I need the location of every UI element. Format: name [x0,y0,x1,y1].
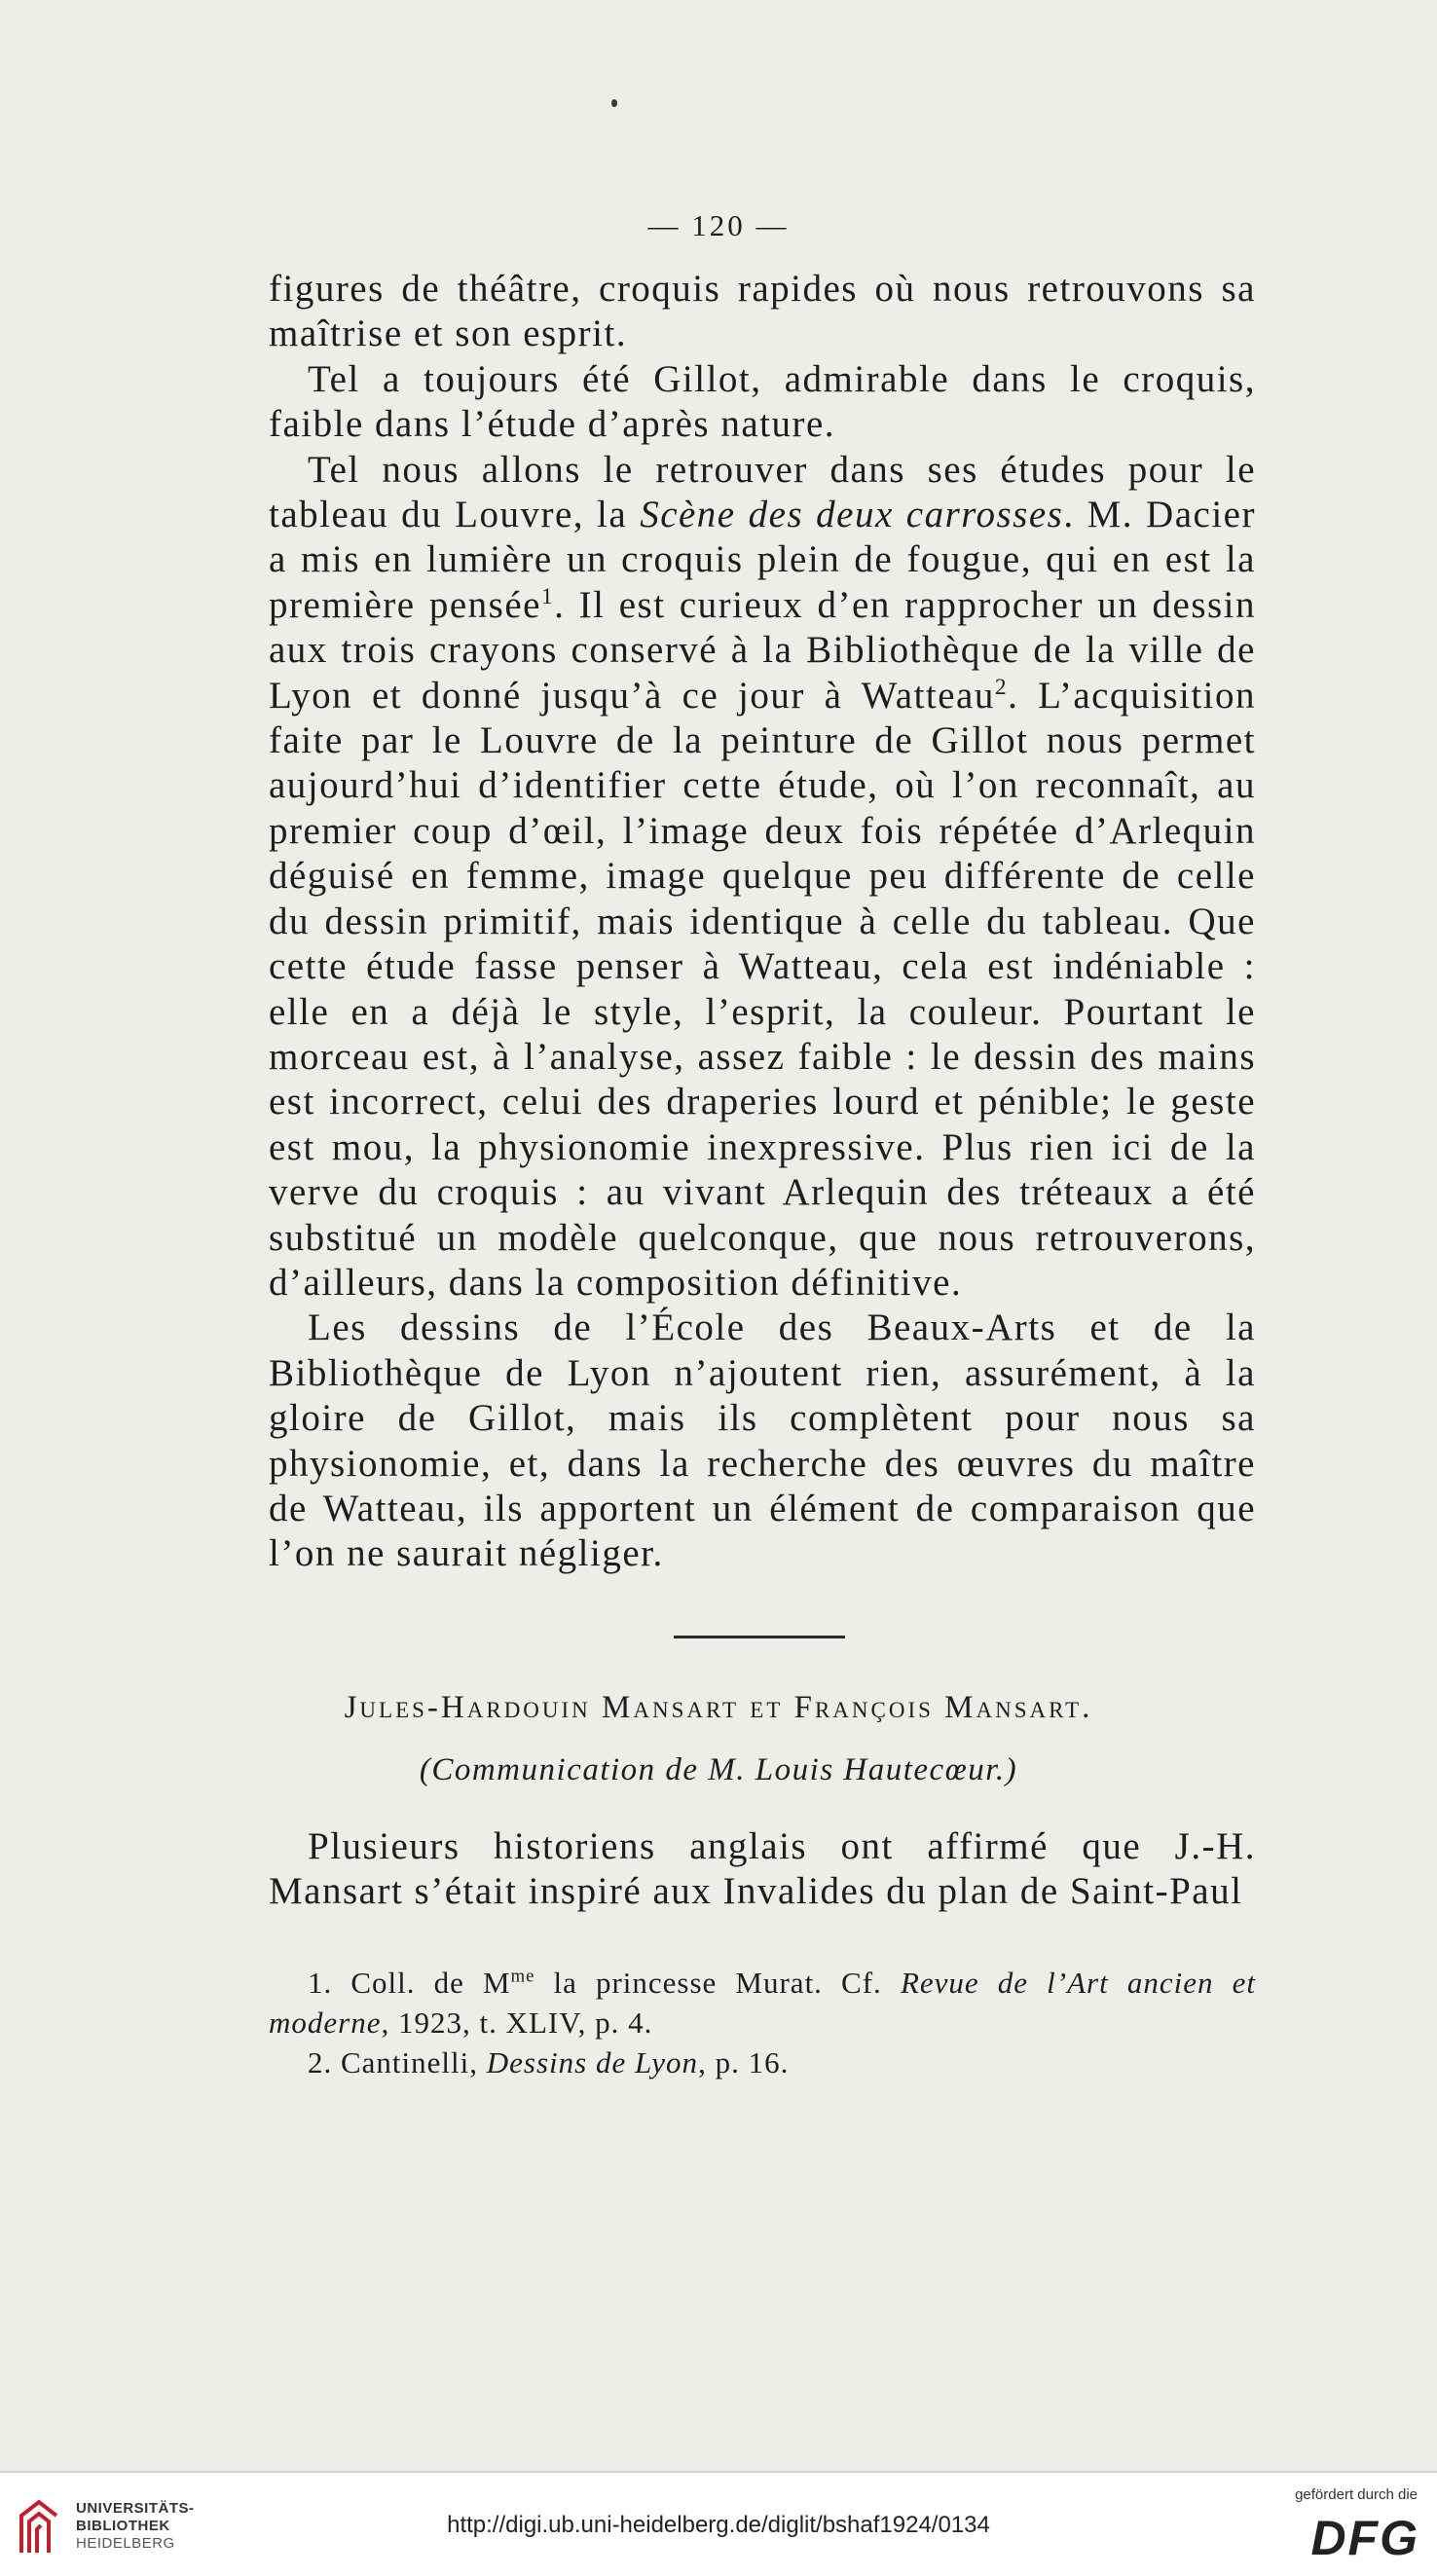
paragraph [269,448,1256,1306]
library-name-line: HEIDELBERG [76,2535,175,2552]
section-title: Jules-Hardouin Mansart et François Mansart. [344,1690,1093,1725]
text-run: 2. Cantinelli, [308,2045,487,2079]
book-title: Dessins de Lyon [486,2045,699,2079]
ink-speck [611,99,617,107]
artwork-title: Scène des deux carrosses [640,494,1064,536]
footnotes [269,1963,1256,2082]
text-run: . M. Dacier a mis en lumière un croquis plein de fougue, qui en est la première pensée [269,494,1256,626]
dfg-logo[interactable]: DFG [1310,2511,1419,2565]
footnote-1 [269,1963,1256,2042]
library-name-line: BIBLIOTHEK [76,2518,170,2534]
text-run: . L’acquisition faite par le Louvre de la peinture de Gillot nous permet aujourd’hui d’identifier cette étude, où l’on reconnaît, au premier coup d’œil, l’image deux fois répétée d’Arlequin déguisé en femme, image quelque peu différente de celle du dessin primitif, mais identique à celle du tableau. Que cette étude fasse penser à Watteau, cela est indéniable : elle en a déjà le style, l’esprit, la couleur. Pourtant le morceau est, à l’analyse, assez faible : le dessin des mains est incorrect, celui des draperies lourd et pénible; le geste est mou, la physionomie inexpressive. Plus rien ici de la verve du croquis : au vivant Arlequin des tréteaux a été substitué un modèle quelconque, que nous retrouverons, d’ailleurs, dans la composition définitive. [269,674,1256,1304]
paragraph: Tel a toujours été Gillot, admirable dans le croquis, faible dans l’étude d’après nature. [269,357,1256,446]
text-run: la princesse Murat. Cf. [534,1966,901,2000]
text-run: . Il est curieux d’en rapprocher un dessin aux trois crayons conservé à la Bibliothèque de la ville de Lyon et donné jusqu’à ce jour à Watteau [269,583,1257,717]
library-name-line: UNIVERSITÄTS- [76,2500,195,2517]
viewer-footer [0,2471,1437,2576]
footnote-2 [269,2042,1256,2082]
section-text [269,1824,1256,1915]
funding-label: gefördert durch die [1295,2486,1418,2503]
paragraph: figures de théâtre, croquis rapides où nous retrouvons sa maîtrise et son esprit. [269,268,1256,355]
footnote-ref: 1 [540,583,555,609]
paragraph: Plusieurs historiens anglais ont affirmé que J.-H. Mansart s’était inspiré aux Invalides du plan de Saint-Paul [269,1825,1256,1913]
journal-title: Revue de l’Art ancien et moderne [269,1966,1256,2040]
page-number: — 120 — [647,208,790,242]
main-text [269,267,1256,1577]
text-run: , p. 16. [698,2045,790,2079]
section-divider [674,1636,845,1638]
text-run: Tel nous allons le retrouver dans ses études pour le tableau du Louvre, la [269,448,1256,536]
footnote-ref: 2 [994,674,1009,700]
text-run: , 1923, t. XLIV, p. 4. [381,2006,653,2040]
permalink-url[interactable]: http://digi.ub.uni-heidelberg.de/diglit/bshaf1924/0134 [447,2512,990,2538]
superscript: me [510,1966,535,1987]
text-run: 1. Coll. de M [308,1966,511,2000]
section-subtitle: (Communication de M. Louis Hautecœur.) [419,1752,1018,1787]
paragraph: Les dessins de l’École des Beaux-Arts et de la Bibliothèque de Lyon n’ajoutent rien, assurément, à la gloire de Gillot, mais ils complètent pour nous sa physionomie, et, dans la recherche des œuvres du maître de Watteau, ils apportent un élément de comparaison que l’on ne saurait négliger. [269,1306,1256,1575]
